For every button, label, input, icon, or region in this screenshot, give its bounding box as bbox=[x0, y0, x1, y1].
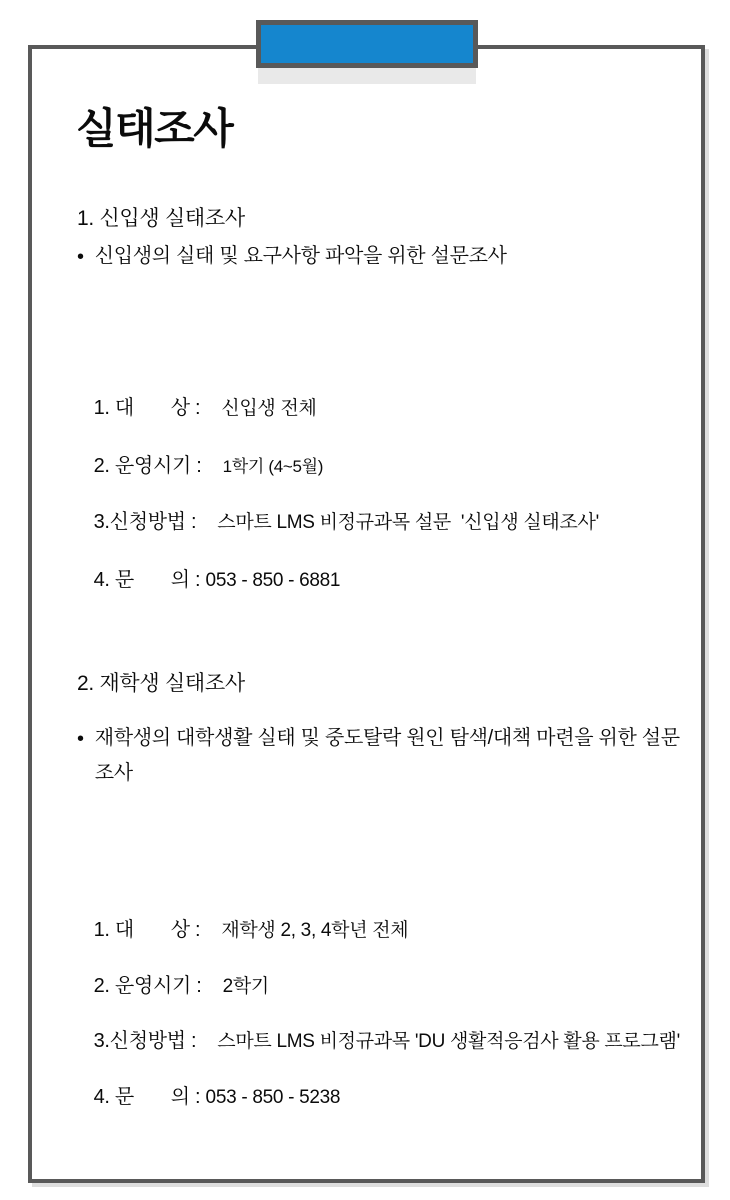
section1-item-target bbox=[77, 373, 317, 438]
item-value: 2학기 bbox=[222, 976, 269, 997]
section2-item-contact bbox=[77, 1062, 340, 1127]
item-label: 4. 문 의 : bbox=[93, 1086, 206, 1108]
item-label: 3.신청방법 : bbox=[93, 511, 218, 533]
item-label: 4. 문 의 : bbox=[93, 569, 206, 591]
item-value: 재학생 2, 3, 4학년 전체 bbox=[221, 920, 409, 941]
section1-item-contact bbox=[77, 545, 340, 610]
item-label: 2. 운영시기 : bbox=[93, 975, 223, 997]
section2-bullet-text: 재학생의 대학생활 실태 및 중도탈락 원인 탐색/대책 마련을 위한 설문조사 bbox=[94, 727, 680, 784]
bullet-icon: • bbox=[77, 728, 84, 750]
item-label: 3.신청방법 : bbox=[93, 1030, 218, 1052]
top-tab-shadow bbox=[258, 67, 476, 84]
page-title: 실태조사 bbox=[76, 105, 233, 152]
item-value: 신입생 전체 bbox=[221, 398, 317, 419]
section1-heading: 1. 신입생 실태조사 bbox=[77, 207, 245, 230]
item-value: 스마트 LMS 비정규과목 'DU 생활적응검사 활용 프로그램' bbox=[217, 1031, 680, 1052]
item-value: 스마트 LMS 비정규과목 설문 '신입생 실태조사' bbox=[217, 512, 599, 533]
item-value: 053 - 850 - 6881 bbox=[205, 570, 341, 591]
item-label: 1. 대 상 : bbox=[93, 397, 222, 419]
section2-bullet-item bbox=[77, 724, 687, 791]
item-value: 053 - 850 - 5238 bbox=[205, 1087, 341, 1108]
item-label: 2. 운영시기 : bbox=[93, 455, 223, 477]
top-tab bbox=[256, 20, 478, 68]
item-label: 1. 대 상 : bbox=[93, 919, 222, 941]
section1-item-method bbox=[77, 487, 599, 552]
section1-bullet-text: 신입생의 실태 및 요구사항 파악을 위한 설문조사 bbox=[94, 245, 507, 267]
item-value: 1학기 (4~5월) bbox=[222, 457, 324, 476]
section2-heading: 2. 재학생 실태조사 bbox=[77, 672, 245, 695]
section1-bullet-item bbox=[77, 242, 507, 274]
bullet-icon: • bbox=[77, 246, 84, 268]
